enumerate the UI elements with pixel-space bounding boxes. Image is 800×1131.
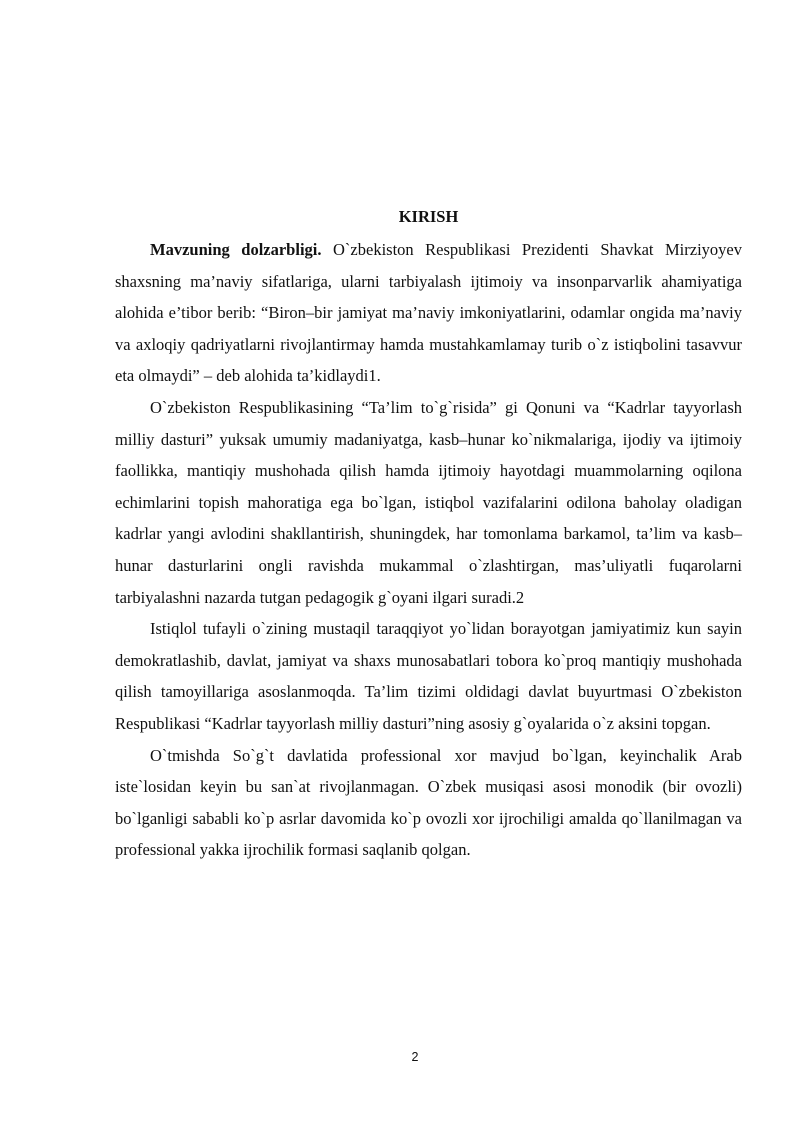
paragraph-lead: Mavzuning dolzarbligi. xyxy=(150,240,322,259)
section-heading: KIRISH xyxy=(398,207,459,226)
paragraph-relevance xyxy=(115,234,742,392)
paragraph-independence: Istiqlol tufayli o`zining mustaqil taraqqiyot yo`lidan borayotgan jamiyatimiz kun sayin demokratlashib, davlat, jamiyat va shaxs munosabatlari tobora ko`proq mantiqiy mushohada qilish tamoyillariga asoslanmoqda. Ta’lim tizimi oldidagi davlat buyurtmasi O`zbekiston Respublikasi “Kadrlar tayyorlash milliy dasturi”ning asosiy g`oyalarida o`z aksini topgan. xyxy=(115,619,742,733)
page-body xyxy=(115,205,742,866)
paragraph-law: O`zbekiston Respublikasining “Ta’lim to`g`risida” gi Qonuni va “Kadrlar tayyorlash milliy dasturi” yuksak umumiy madaniyatga, kasb–hunar ko`nikmalariga, ijodiy va ijtimoiy faollikka, mantiqiy mushohada qilish hamda ijtimoiy hayotdagi muammolarning oqilona echimlarini topish mahoratiga ega bo`lgan, istiqbol vazifalarini odilona baholay oladigan kadrlar yangi avlodini shakllantirish, shuningdek, har tomonlama barkamol, ta’lim va kasb–hunar dasturlarini ongli ravishda mukammal o`zlashtirgan, mas’uliyatli fuqarolarni tarbiyalashni nazarda tutgan pedagogik g`oyani ilgari suradi.2 xyxy=(115,397,742,607)
paragraph-text: O`zbekiston Respublikasi Prezidenti Shavkat Mirziyoyev shaxsning ma’naviy sifatlariga, ularni tarbiyalash ijtimoiy va insonparvarlik ahamiyatiga alohida e’tibor berib: “Biron–bir jamiyat ma’naviy imkoniyatlarini, odamlar ongida ma’naviy va axloqiy qadriyatlarni rivojlantirmay hamda mustahkamlamay turib o`z istiqbolini tasavvur eta olmaydi” – deb alohida ta’kidlaydi1. xyxy=(115,240,742,386)
page-number: 2 xyxy=(411,1050,419,1064)
paragraph-history: O`tmishda So`g`t davlatida professional xor mavjud bo`lgan, keyinchalik Arab iste`losidan keyin bu san`at rivojlanmagan. O`zbek musiqasi asosi monodik (bir ovozli) bo`lganligi sababli ko`p asrlar davomida ko`p ovozli xor ijrochiligi amalda qo`llanilmagan va professional yakka ijrochilik formasi saqlanib qolgan. xyxy=(115,745,742,860)
